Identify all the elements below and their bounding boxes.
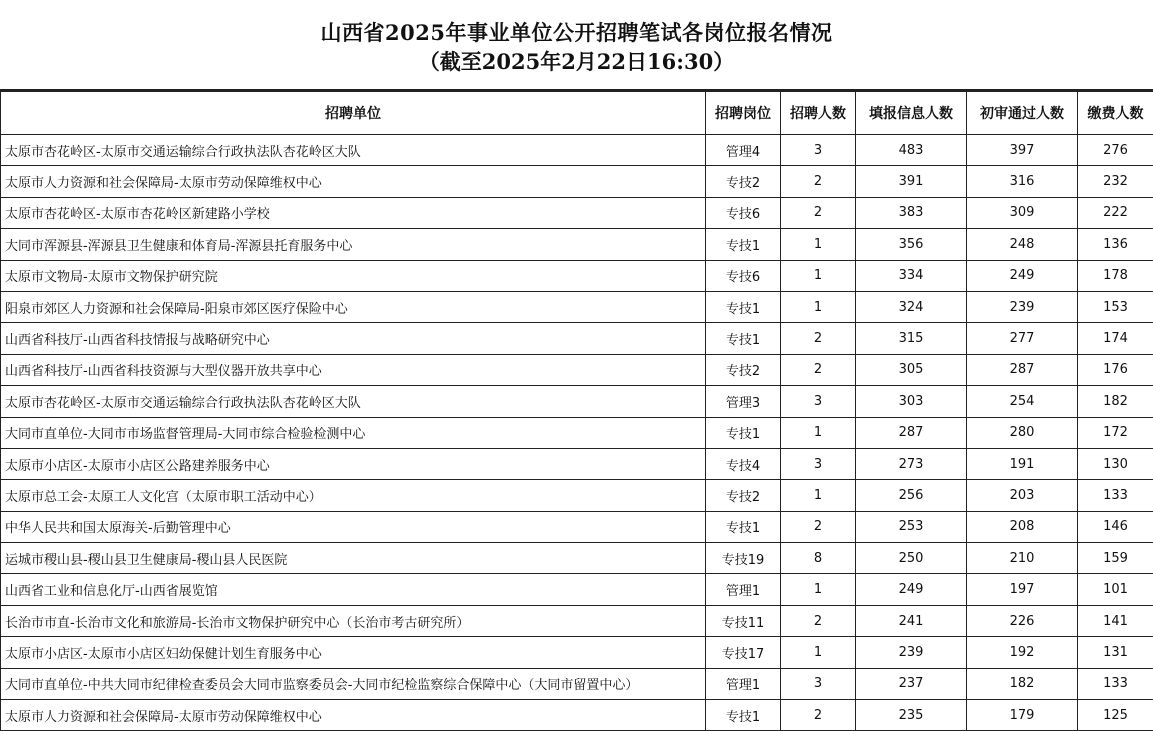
cell-unit: 太原市杏花岭区-太原市交通运输综合行政执法队杏花岭区大队	[1, 135, 706, 166]
cell-filled: 303	[856, 386, 967, 417]
cell-paid: 232	[1078, 166, 1153, 197]
cell-quota: 1	[781, 417, 856, 448]
cell-quota: 1	[781, 637, 856, 668]
cell-passed: 182	[967, 668, 1078, 699]
cell-quota: 2	[781, 166, 856, 197]
registration-table	[0, 91, 1153, 731]
cell-paid: 101	[1078, 574, 1153, 605]
cell-paid: 176	[1078, 354, 1153, 385]
cell-passed: 309	[967, 197, 1078, 228]
cell-quota: 2	[781, 323, 856, 354]
cell-quota: 1	[781, 229, 856, 260]
cell-position: 专技1	[706, 291, 781, 322]
cell-filled: 237	[856, 668, 967, 699]
cell-position: 专技2	[706, 166, 781, 197]
table-row	[1, 166, 1153, 197]
table-row	[1, 448, 1153, 479]
cell-position: 专技1	[706, 417, 781, 448]
cell-passed: 239	[967, 291, 1078, 322]
cell-filled: 356	[856, 229, 967, 260]
table-row	[1, 229, 1153, 260]
cell-unit: 太原市人力资源和社会保障局-太原市劳动保障维权中心	[1, 700, 706, 731]
table-row	[1, 480, 1153, 511]
table-row	[1, 637, 1153, 668]
cell-position: 专技11	[706, 605, 781, 636]
cell-quota: 3	[781, 135, 856, 166]
cell-quota: 2	[781, 354, 856, 385]
cell-filled: 256	[856, 480, 967, 511]
cell-position: 专技6	[706, 197, 781, 228]
cell-passed: 316	[967, 166, 1078, 197]
table-row	[1, 386, 1153, 417]
table-row	[1, 511, 1153, 542]
cell-quota: 3	[781, 448, 856, 479]
cell-filled: 241	[856, 605, 967, 636]
cell-paid: 133	[1078, 668, 1153, 699]
cell-paid: 276	[1078, 135, 1153, 166]
cell-paid: 125	[1078, 700, 1153, 731]
cell-unit: 太原市文物局-太原市文物保护研究院	[1, 260, 706, 291]
cell-unit: 大同市直单位-大同市市场监督管理局-大同市综合检验检测中心	[1, 417, 706, 448]
cell-unit: 太原市杏花岭区-太原市杏花岭区新建路小学校	[1, 197, 706, 228]
cell-filled: 239	[856, 637, 967, 668]
cell-filled: 383	[856, 197, 967, 228]
cell-passed: 397	[967, 135, 1078, 166]
cell-passed: 208	[967, 511, 1078, 542]
cell-filled: 315	[856, 323, 967, 354]
cell-unit: 太原市总工会-太原工人文化宫（太原市职工活动中心）	[1, 480, 706, 511]
cell-position: 管理3	[706, 386, 781, 417]
cell-filled: 273	[856, 448, 967, 479]
cell-unit: 山西省科技厅-山西省科技情报与战略研究中心	[1, 323, 706, 354]
cell-passed: 179	[967, 700, 1078, 731]
cell-filled: 391	[856, 166, 967, 197]
cell-quota: 1	[781, 574, 856, 605]
cell-quota: 3	[781, 668, 856, 699]
cell-paid: 222	[1078, 197, 1153, 228]
cell-quota: 2	[781, 605, 856, 636]
cell-paid: 146	[1078, 511, 1153, 542]
cell-position: 管理1	[706, 574, 781, 605]
cell-unit: 太原市杏花岭区-太原市交通运输综合行政执法队杏花岭区大队	[1, 386, 706, 417]
table-row	[1, 700, 1153, 731]
cell-filled: 249	[856, 574, 967, 605]
table-row	[1, 668, 1153, 699]
cell-filled: 235	[856, 700, 967, 731]
table-row	[1, 291, 1153, 322]
table-row	[1, 605, 1153, 636]
cell-passed: 254	[967, 386, 1078, 417]
page-title: 山西省2025年事业单位公开招聘笔试各岗位报名情况	[320, 20, 833, 45]
cell-position: 专技1	[706, 229, 781, 260]
table-row	[1, 323, 1153, 354]
cell-filled: 324	[856, 291, 967, 322]
cell-unit: 太原市小店区-太原市小店区公路建养服务中心	[1, 448, 706, 479]
cell-quota: 2	[781, 197, 856, 228]
cell-position: 管理1	[706, 668, 781, 699]
table-row	[1, 197, 1153, 228]
cell-position: 专技1	[706, 323, 781, 354]
cell-quota: 2	[781, 700, 856, 731]
cell-filled: 305	[856, 354, 967, 385]
cell-passed: 248	[967, 229, 1078, 260]
cell-paid: 133	[1078, 480, 1153, 511]
table-row	[1, 135, 1153, 166]
cell-unit: 大同市浑源县-浑源县卫生健康和体育局-浑源县托育服务中心	[1, 229, 706, 260]
cell-paid: 172	[1078, 417, 1153, 448]
cell-paid: 178	[1078, 260, 1153, 291]
cell-paid: 130	[1078, 448, 1153, 479]
cell-paid: 153	[1078, 291, 1153, 322]
cell-position: 专技1	[706, 700, 781, 731]
cell-unit: 太原市人力资源和社会保障局-太原市劳动保障维权中心	[1, 166, 706, 197]
table-row	[1, 543, 1153, 574]
cell-filled: 334	[856, 260, 967, 291]
header-unit: 招聘单位	[1, 92, 706, 135]
header-filled: 填报信息人数	[856, 92, 967, 135]
cell-quota: 1	[781, 480, 856, 511]
cell-unit: 阳泉市郊区人力资源和社会保障局-阳泉市郊区医疗保险中心	[1, 291, 706, 322]
cell-position: 专技1	[706, 511, 781, 542]
cell-position: 专技2	[706, 480, 781, 511]
cell-position: 专技4	[706, 448, 781, 479]
cell-quota: 3	[781, 386, 856, 417]
cell-position: 专技17	[706, 637, 781, 668]
cell-passed: 226	[967, 605, 1078, 636]
cell-unit: 山西省科技厅-山西省科技资源与大型仪器开放共享中心	[1, 354, 706, 385]
table-row	[1, 354, 1153, 385]
cell-passed: 210	[967, 543, 1078, 574]
cell-position: 管理4	[706, 135, 781, 166]
header-passed: 初审通过人数	[967, 92, 1078, 135]
cell-quota: 1	[781, 291, 856, 322]
cell-paid: 131	[1078, 637, 1153, 668]
cell-unit: 运城市稷山县-稷山县卫生健康局-稷山县人民医院	[1, 543, 706, 574]
cell-unit: 长治市市直-长治市文化和旅游局-长治市文物保护研究中心（长治市考古研究所）	[1, 605, 706, 636]
cell-passed: 203	[967, 480, 1078, 511]
cell-unit: 中华人民共和国太原海关-后勤管理中心	[1, 511, 706, 542]
cell-filled: 287	[856, 417, 967, 448]
cell-passed: 191	[967, 448, 1078, 479]
cell-filled: 483	[856, 135, 967, 166]
title-area	[0, 0, 1153, 91]
header-paid: 缴费人数	[1078, 92, 1153, 135]
cell-position: 专技6	[706, 260, 781, 291]
cell-unit: 太原市小店区-太原市小店区妇幼保健计划生育服务中心	[1, 637, 706, 668]
cell-filled: 250	[856, 543, 967, 574]
cell-position: 专技2	[706, 354, 781, 385]
cell-paid: 182	[1078, 386, 1153, 417]
cell-quota: 1	[781, 260, 856, 291]
cell-quota: 2	[781, 511, 856, 542]
cell-passed: 249	[967, 260, 1078, 291]
cell-paid: 141	[1078, 605, 1153, 636]
table-row	[1, 574, 1153, 605]
cell-paid: 159	[1078, 543, 1153, 574]
cell-paid: 174	[1078, 323, 1153, 354]
header-quota: 招聘人数	[781, 92, 856, 135]
table-body	[1, 135, 1153, 731]
cell-passed: 287	[967, 354, 1078, 385]
cell-passed: 197	[967, 574, 1078, 605]
table-row	[1, 260, 1153, 291]
cell-unit: 大同市直单位-中共大同市纪律检查委员会大同市监察委员会-大同市纪检监察综合保障中心（大同市留置中心）	[1, 668, 706, 699]
cell-passed: 277	[967, 323, 1078, 354]
cell-passed: 280	[967, 417, 1078, 448]
cell-filled: 253	[856, 511, 967, 542]
cell-unit: 山西省工业和信息化厅-山西省展览馆	[1, 574, 706, 605]
table-header-row	[1, 92, 1153, 135]
cell-passed: 192	[967, 637, 1078, 668]
page-subtitle: （截至2025年2月22日16:30）	[418, 49, 735, 74]
cell-position: 专技19	[706, 543, 781, 574]
header-position: 招聘岗位	[706, 92, 781, 135]
cell-paid: 136	[1078, 229, 1153, 260]
cell-quota: 8	[781, 543, 856, 574]
table-row	[1, 417, 1153, 448]
